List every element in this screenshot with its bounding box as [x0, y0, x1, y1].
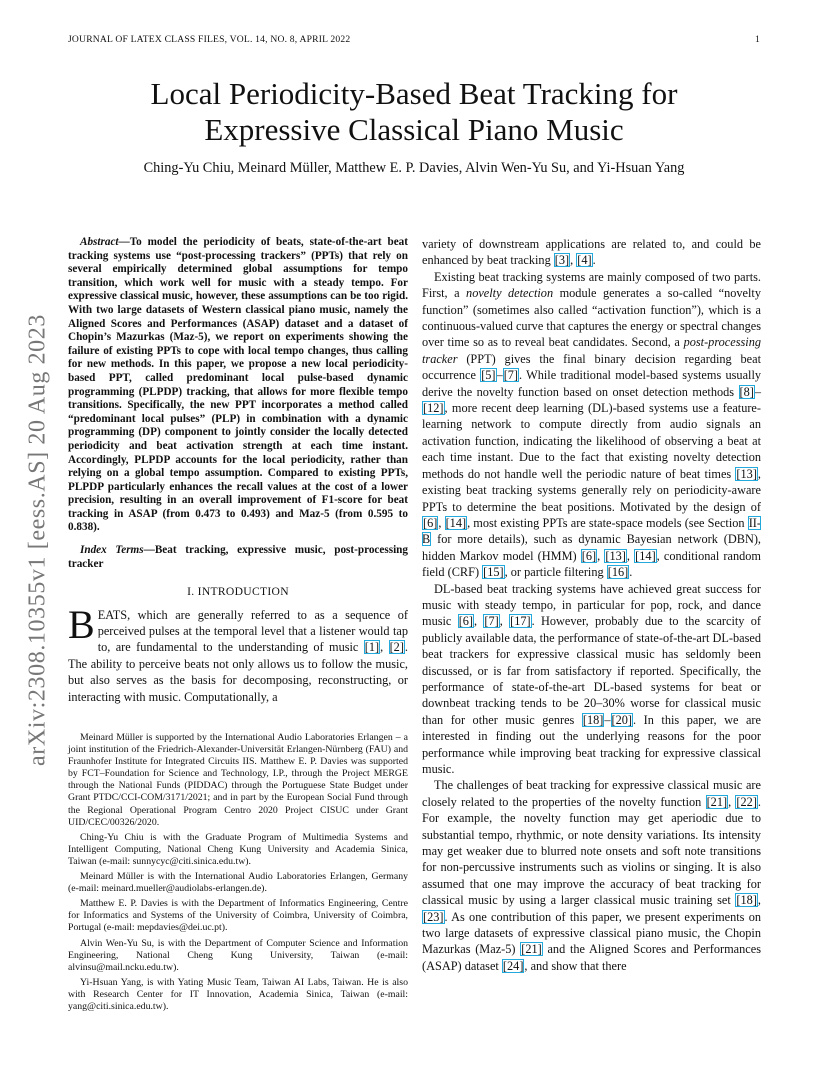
text: . As one contribution of this paper, we present experiments on two large datasets of expressive classical piano music, the Chopin Mazurkas (Maz-5) [422, 909, 761, 957]
intro-lead: EATS, which are generally referred to as a sequence of perceived pulses at the temporal level that a listener would tap to, are fundamental to the understanding of music [97, 607, 408, 655]
citation-link[interactable]: [6] [581, 548, 597, 563]
author-list: Ching-Yu Chiu, Meinard Müller, Matthew E. P. Davies, Alvin Wen-Yu Su, and Yi-Hsuan Yang [143, 160, 685, 176]
citation-link[interactable]: [22] [736, 794, 757, 809]
text: The challenges of beat tracking for expressive classical music are closely related to the properties of the novelty function [422, 778, 761, 809]
text: . [629, 565, 633, 580]
citation-link[interactable]: [3] [554, 253, 570, 268]
citation-link[interactable]: [15] [483, 565, 504, 580]
index-terms-text: —Beat tracking, expressive music, post-processing tracker [68, 544, 408, 570]
text: , most existing PPTs are state-space models (see Section [467, 515, 748, 530]
paragraph-1 [422, 236, 761, 269]
text: , [597, 548, 605, 563]
text: , more recent deep learning (DL)-based systems use a feature-learning network to compute directly from audio signals an activation function, indicating the likelihood of observing a beat at each time instant. Due to the fact that existing novelty detection methods do not handle well the periodic nature of beat times [422, 401, 761, 481]
citation-link[interactable]: [18] [582, 712, 604, 727]
citation-link[interactable]: [2] [389, 640, 404, 655]
index-terms-label: Index Terms [80, 544, 144, 557]
right-column [422, 236, 761, 974]
title-line-1: Local Periodicity-Based Beat Tracking for [150, 76, 678, 111]
text: – [496, 368, 503, 383]
emphasis: novelty detection [466, 286, 554, 301]
paragraph-3 [422, 581, 761, 778]
citation-link[interactable]: [7] [503, 368, 519, 383]
citation-link[interactable]: [20] [611, 712, 633, 727]
text: , [728, 794, 736, 809]
footnote-funding: Meinard Müller is supported by the International Audio Laboratories Erlangen – a joint institution of the Friedrich-Alexander-Universität Erlangen-Nürnberg (FAU) and Fraunhofer Institute for Integrated Circuits IIS. Matthew E. P. Davies was supported by FCT–Foundation for Science and Technology, I.P., through the Project MERGE through the National Funds (PIDDAC) through the Portuguese State Budget under Grant PTDC/CCI-COM/3171/2021; and in part by the European Social Fund through the Regional Operational Program Centro 2020 Project CISUC under Grant UID/CEC/00326/2020. [68, 732, 408, 828]
index-terms [68, 544, 408, 571]
text: . However, probably due to the scarcity of publicly available data, the performance of state-of-the-art DL-based beat trackers for expressive classical music has seldomly been discussed, or is far from satisfactory if reported. Specifically, the performance of state-of-the-art DL-based systems for beat or downbeat tracking tends to be 20–30% worse for classical music than for other music genres [422, 614, 761, 727]
section-heading: I. INTRODUCTION [187, 585, 289, 599]
footnotes [68, 732, 408, 1016]
citation-link[interactable]: [13] [605, 548, 626, 563]
page-number: 1 [755, 34, 760, 45]
text: . While traditional model-based systems usually derive the novelty function based on onset detection methods [422, 368, 762, 399]
paragraph-4 [422, 777, 761, 974]
citation-link[interactable]: [18] [736, 893, 757, 908]
text: , or particle filtering [504, 565, 607, 580]
citation-link[interactable]: [21] [706, 794, 728, 809]
text: – [754, 384, 761, 399]
citation-link[interactable]: [14] [445, 515, 467, 530]
citation-link[interactable]: [23] [423, 909, 444, 924]
citation-link[interactable]: [16] [607, 565, 629, 580]
text: – [604, 712, 611, 727]
text: , [626, 548, 635, 563]
text: and the Aligned Scores and Performances (ASAP) dataset [422, 942, 761, 973]
text: , [499, 614, 510, 629]
citation-link[interactable]: [5] [481, 368, 496, 383]
text: (PPT) gives the final binary decision regarding beat occurrence [422, 351, 761, 383]
text: , conditional random field (CRF) [422, 548, 761, 580]
title-line-2: Expressive Classical Piano Music [204, 112, 624, 147]
citation-link[interactable]: [6] [423, 515, 438, 530]
citation-link[interactable]: [13] [736, 466, 757, 481]
journal-name: JOURNAL OF LATEX CLASS FILES, VOL. 14, NO. 8, APRIL 2022 [68, 34, 351, 45]
text: . [592, 253, 596, 268]
paper-title [0, 76, 828, 148]
footnote-davies: Matthew E. P. Davies is with the Department of Informatics Engineering, Centre for Informatics and Systems of the University of Coimbra, University of Coimbra, Portugal (e-mail: mepdavies@dei.uc.pt). [68, 898, 408, 934]
abstract-text: —To model the periodicity of beats, state-of-the-art beat tracking systems use “post-processing trackers” (PPTs) that rely on several empirically determined global assumptions for tempo transition, which work well for music with a steady tempo. For expressive classical music, however, these assumptions can be too rigid. With two large datasets of Western classical piano music, namely the Aligned Scores and Performances (ASAP) dataset and a dataset of Chopin’s Mazurkas (Maz-5), we report on experiments showing the failure of existing PPTs to cope with local tempo changes, thus calling for new methods. In this paper, we propose a new local periodicity-based PPT, called predominant local pulse-based dynamic programming (PLPDP) tracking, that allows for more flexible tempo transitions. Specifically, the new PPT incorporates a method called “predominant local pulses” (PLP) in combination with a dynamic programming (DP) component to jointly consider the locally detected periodicity and beat activation strength at each time instant. Accordingly, PLPDP accounts for the local periodicity, rather than relying on a global tempo assumption. Compared to existing PPTs, PLPDP particularly enhances the recall values at the cost of a lower precision, resulting in an overall improvement of F1-score for beat tracking in ASAP (from 0.473 to 0.493) and Maz-5 (from 0.595 to 0.838). [68, 236, 408, 534]
intro-paragraph [68, 601, 408, 705]
text: . For example, the novelty function may get aperiodic due to substantial tempo, rhythmic, or note density variations. Its intensity may get weaker due to blurred note onsets and soft note transitions for non-percussive instruments such as violins or singing. It is also assumed that one may improve the accuracy of beat tracking for classical music by using a larger classical music training set [422, 794, 761, 908]
footnote-su: Alvin Wen-Yu Su, is with the Department of Computer Science and Information Engineering, National Cheng Kung University, Taiwan (e-mail: alvinsu@mail.ncku.edu.tw). [68, 937, 408, 973]
text: . The ability to perceive beats not only allows us to follow the music, but also serves as the basis for decomposing, reconstructing, or interacting with music. Computationally, a [68, 640, 408, 704]
footnote-muller: Meinard Müller is with the International Audio Laboratories Erlangen, Germany (e-mail: meinard.mueller@audiolabs-erlangen.de). [68, 871, 408, 895]
emphasis: post-processing tracker [422, 335, 761, 366]
citation-link[interactable]: [7] [484, 614, 499, 629]
text: variety of downstream applications are related to, and could be enhanced by beat tracking [422, 237, 761, 268]
text: DL-based beat tracking systems have achieved great success for music with steady tempo, in particular for pop, rock, and dance music [422, 581, 761, 629]
citation-link[interactable]: [1] [364, 640, 380, 655]
left-column [68, 236, 408, 705]
text: , [570, 253, 577, 268]
footnote-yang: Yi-Hsuan Yang, is with Yating Music Team, Taiwan AI Labs, Taiwan. He is also with Research Center for IT Innovation, Academia Sinica, Taiwan (e-mail: yang@citi.sinica.edu.tw). [68, 976, 408, 1012]
citation-link[interactable]: [6] [458, 614, 474, 629]
citation-link[interactable]: [8] [739, 384, 754, 399]
text: , and show that there [524, 958, 627, 973]
section-link[interactable]: II-B [422, 515, 761, 547]
abstract [68, 236, 408, 535]
abstract-label: Abstract [80, 236, 119, 248]
citation-link[interactable]: [17] [510, 614, 531, 629]
footnote-chiu: Ching-Yu Chiu is with the Graduate Program of Multimedia Systems and Intelligent Computing, National Cheng Kung University and Academia Sinica, Taiwan (e-mail: sunnycyc@citi.sinica.edu.tw). [68, 831, 408, 867]
text: , [380, 640, 389, 655]
text: Existing beat tracking systems are mainly composed of two parts. First, a [422, 269, 761, 301]
paragraph-2 [422, 269, 761, 581]
text: , existing beat tracking systems generally rely on periodicity-aware PPTs to determine the beat positions. Motivated by the design of [422, 466, 761, 514]
running-header [68, 34, 760, 45]
drop-cap: B [68, 601, 95, 647]
citation-link[interactable]: [14] [635, 548, 656, 563]
arxiv-stamp [18, 280, 58, 800]
text: . In this paper, we are interested in finding out the underlying reasons for the poor performance while improving beat tracking for expressive classical music. [422, 712, 761, 776]
citation-link[interactable]: [12] [423, 401, 444, 416]
text: , [438, 515, 445, 530]
text: , [474, 614, 484, 629]
citation-link[interactable]: [4] [577, 253, 592, 268]
text: , [757, 893, 761, 908]
citation-link[interactable]: [21] [521, 942, 542, 957]
text: module generates a so-called “novelty function” (sometimes also called “activation function”), which is a continuous-valued curve that captures the energy or spectral changes over time so as to reveal beat candidates. Second, a [422, 286, 761, 350]
citation-link[interactable]: [24] [502, 958, 524, 973]
arxiv-id: arXiv:2308.10355v1 [eess.AS] 20 Aug 2023 [24, 314, 51, 766]
text: for more details), such as dynamic Bayesian network (DBN), hidden Markov model (HMM) [422, 532, 761, 563]
